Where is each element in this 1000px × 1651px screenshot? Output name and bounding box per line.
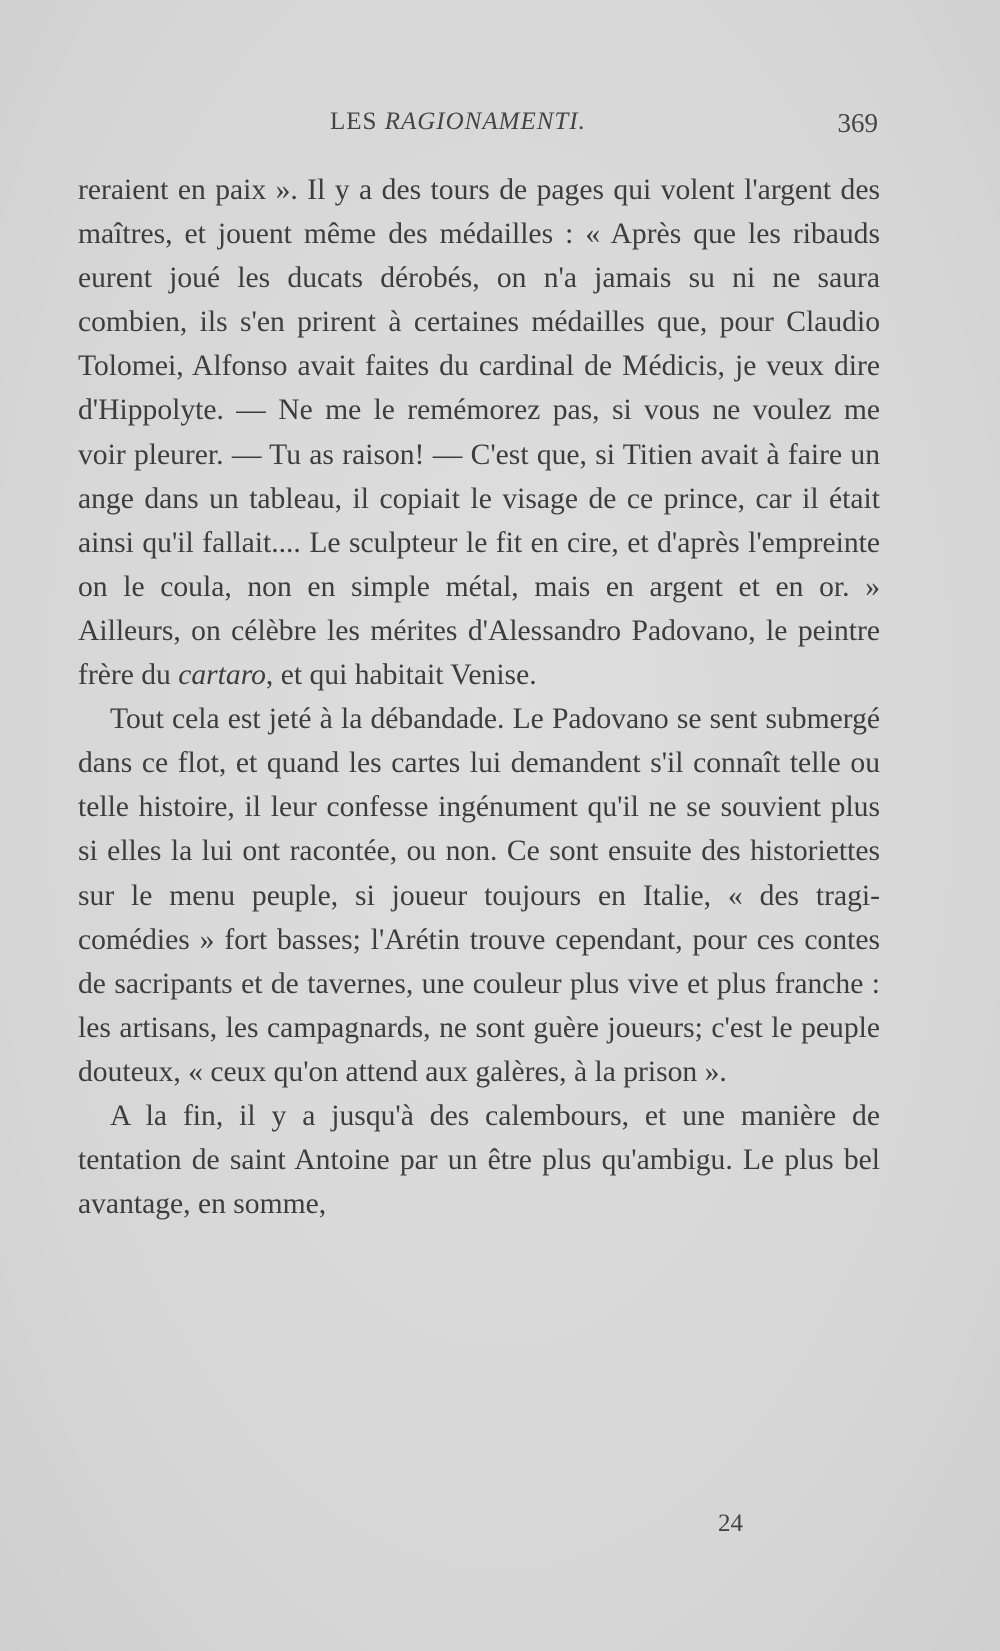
running-head-title: RAGIONAMENTI. xyxy=(384,108,586,135)
paragraph-1-text-a: reraient en paix ». Il y a des tours de pages qui volent l'argent des maîtres, et jouent même des médailles : « Après que les ribauds eurent joué les ducats dérobés, on n'a jamais su ni ne saura combien, ils s'en prirent à certaines médailles que, pour Claudio Tolomei, Alfonso avait faites du cardinal de Médicis, je veux dire d'Hippolyte. — Ne me le remémorez pas, si vous ne voulez me voir pleurer. — Tu as raison! — C'est que, si Titien avait à faire un ange dans un tableau, il copiait le visage de ce prince, car il était ainsi qu'il fallait.... Le sculpteur le fit en cire, et d'après l'empreinte on le coula, non en simple métal, mais en argent et en or. » Ailleurs, on célèbre les mérites d'Alessandro Padovano, le peintre frère du xyxy=(78,174,880,692)
running-head xyxy=(330,108,586,136)
page-body xyxy=(78,168,880,1226)
paragraph-1 xyxy=(78,168,880,697)
page-number: 369 xyxy=(837,108,878,138)
paragraph-1-text-b: , et qui habitait Venise. xyxy=(265,659,537,692)
paragraph-2: Tout cela est jeté à la débandade. Le Padovano se sent submergé dans ce flot, et quand les cartes lui demandent s'il connaît telle ou telle histoire, il leur confesse ingénument qu'il ne se souvient plus si elles la lui ont racontée, ou non. Ce sont ensuite des historiettes sur le menu peuple, si joueur toujours en Italie, « des tragi-comédies » fort basses; l'Arétin trouve cependant, pour ces contes de sacripants et de tavernes, une couleur plus vive et plus franche : les artisans, les campagnards, ne sont guère joueurs; c'est le peuple douteux, « ceux qu'on attend aux galères, à la prison ». xyxy=(78,703,880,1088)
running-head-prefix: LES xyxy=(330,108,385,135)
paragraph-3: A la fin, il y a jusqu'à des calembours, et une manière de tentation de saint Antoine par un être plus qu'ambigu. Le plus bel avantage, en somme, xyxy=(78,1099,880,1221)
signature-mark: 24 xyxy=(718,1510,743,1537)
page-header xyxy=(78,108,878,148)
paragraph-1-italic: cartaro xyxy=(178,659,266,692)
